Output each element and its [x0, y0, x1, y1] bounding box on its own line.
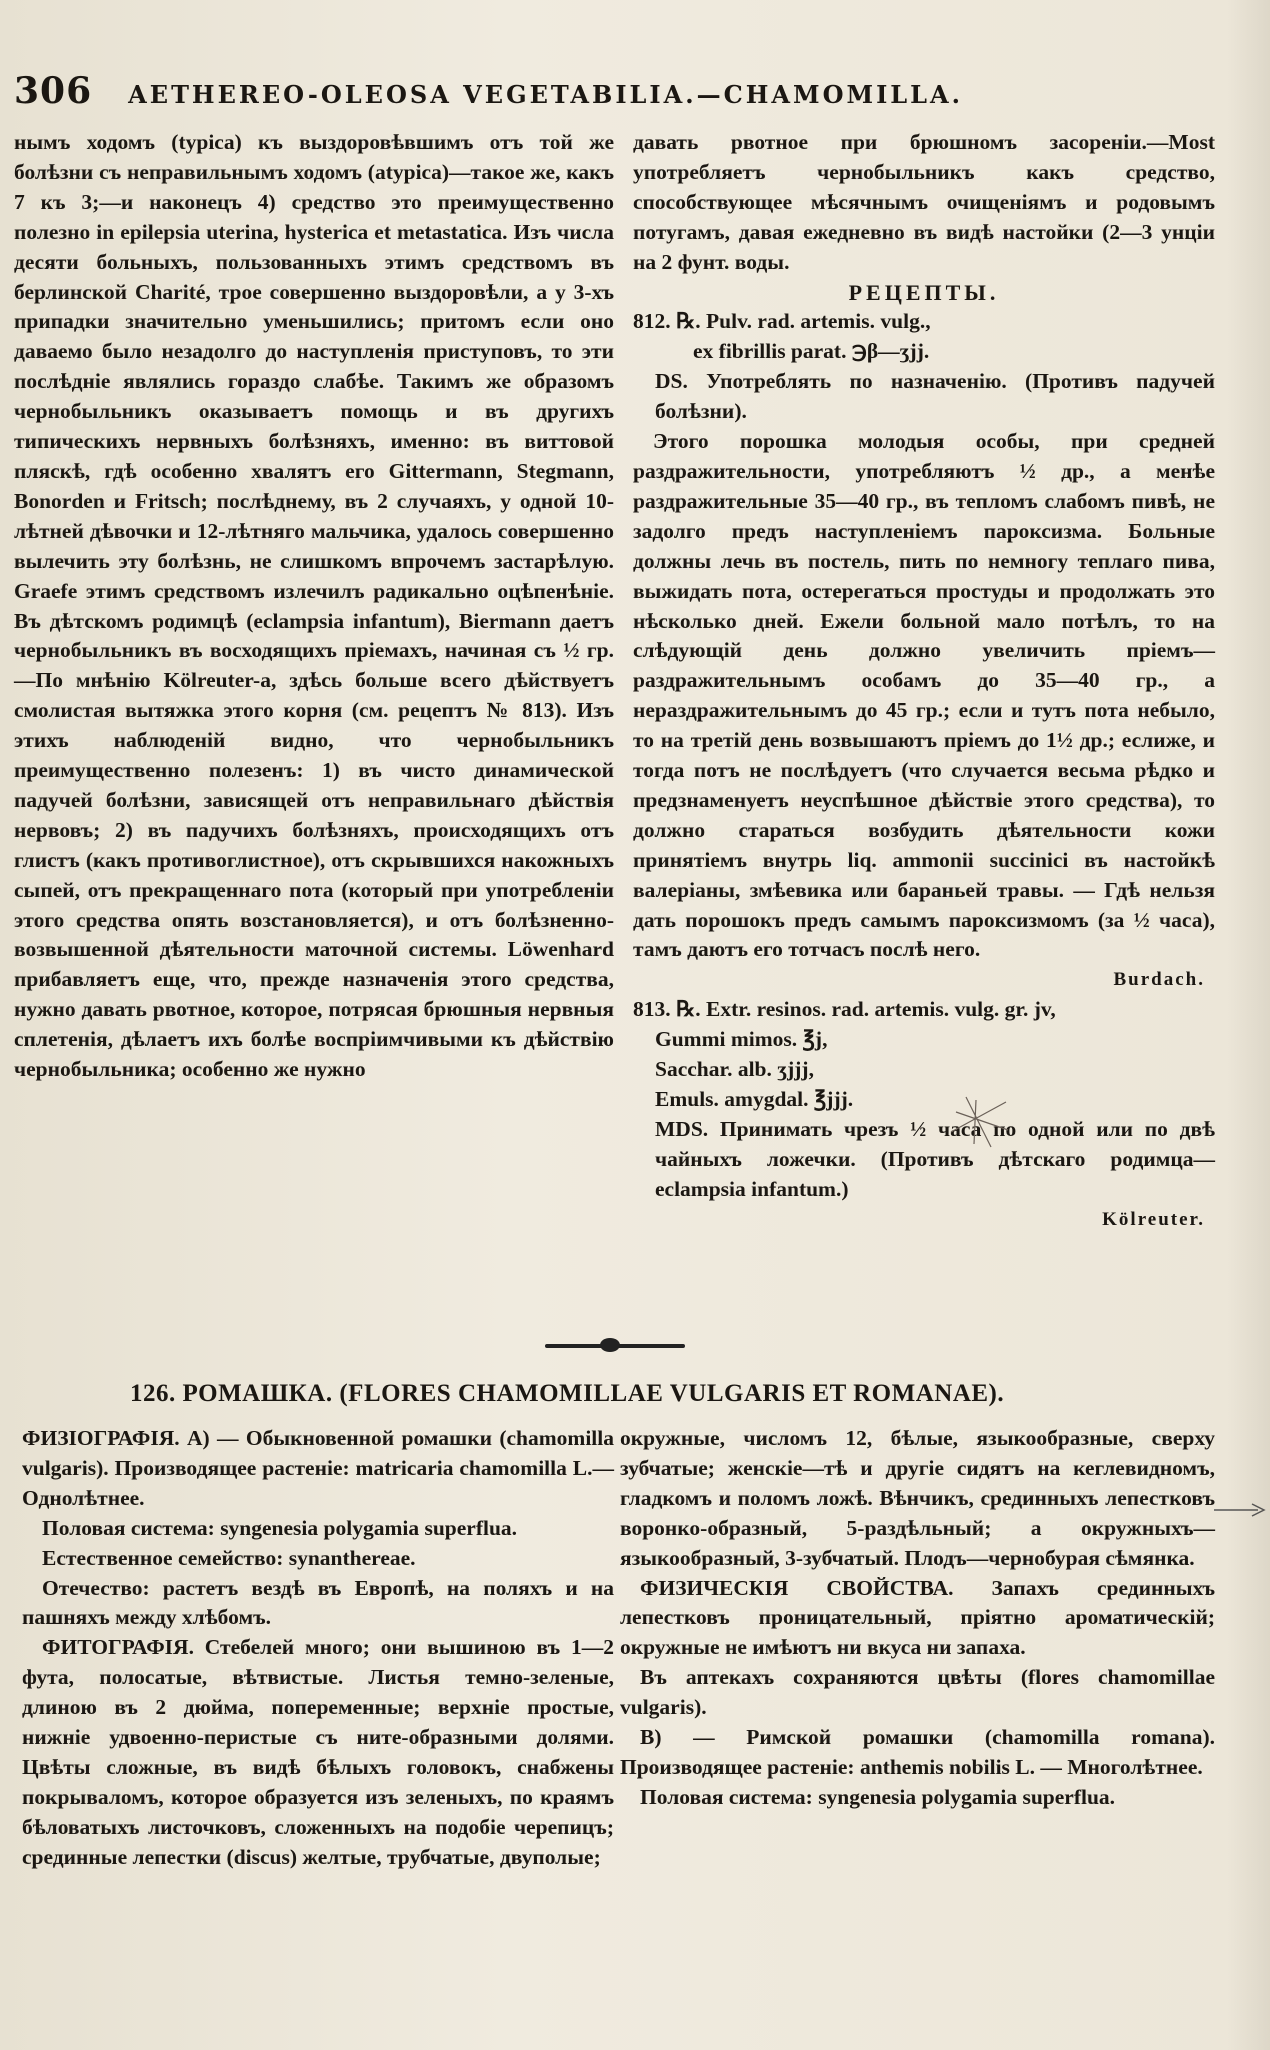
column-left-bottom [22, 1424, 614, 1873]
paragraph-family: Естественное семейство: synanthereae. [42, 1545, 416, 1570]
recipe-812-author: Burdach. [1113, 969, 1205, 991]
running-title: AETHEREO-OLEOSA VEGETABILIA.—CHAMOMILLA. [128, 80, 964, 109]
recipe-813-line-1: 813. ℞. Extr. resinos. rad. artemis. vulg. gr. jv, [633, 997, 1056, 1022]
paragraph-intro: давать рвотное при брюшномъ засореніи.—Most употребляетъ чернобыльникъ какъ средство, способствующее мѣсячнымъ очищеніямъ и родовымъ потугамъ, давая ежедневно въ видѣ настойки (2—3 унціи на 2 фунт. воды. [633, 130, 1215, 274]
recipe-813-mds: MDS. Принимать чрезъ ½ часа по одной или по двѣ чайныхъ ложечки. (Противъ дѣтскаго родимца—eclampsia infantum.) [655, 1116, 1215, 1201]
paragraph-phytography: ФИТОГРАФІЯ. Стебелей много; они вышиною въ 1—2 фута, полосатые, вѣтвистые. Листья темно-зеленые, длиною въ 2 дюйма, попеременные; верхніе простые, нижніе удвоенно-перистые съ ните-образными долями. Цвѣты сложные, въ видѣ бѣлыхъ головокъ, снабжены покрываломъ, которое образуется изъ зеленыхъ, по краямъ бѣловатыхъ листочковъ, сложенныхъ на подобіе черепицъ; срединные лепестки (discus) желтые, трубчатые, двуполые; [22, 1635, 614, 1869]
paragraph: нымъ ходомъ (typica) къ выздоровѣвшимъ отъ той же болѣзни съ неправильнымъ ходомъ (atypica)—такое же, какъ 7 къ 3;—и наконецъ 4) средство это преимущественно полезно in epilepsia uterina, hysterica et metastatica. Изъ числа десяти больныхъ, пользованныхъ этимъ средствомъ въ берлинской Charité, трое совершенно выздоровѣли, а у 3-хъ припадки значительно уменьшились; притомъ если оно даваемо было незадолго до наступленія приступовъ, то эти послѣдніе являлись гораздо слабѣе. Такимъ же образомъ чернобыльникъ оказываетъ помощь и въ другихъ типическихъ нервныхъ болѣзняхъ, именно: въ виттовой пляскѣ, гдѣ особенно хвалятъ его Gittermann, Stegmann, Bonorden и Fritsch; послѣднему, въ 2 случаяхъ, у одной 10-лѣтней дѣвочки и 12-лѣтняго мальчика, удалось совершенно вылечить эту болѣзнь, не слишкомъ впрочемъ застарѣлую. Graefe этимъ средствомъ излечилъ радикально оцѣпенѣніе. Въ дѣтскомъ родимцѣ (eclampsia infantum), Biermann даетъ чернобыльникъ въ восходящихъ пріемахъ, начиная съ ½ гр.—По мнѣнію Kölreuter-а, здѣсь больше всего дѣйствуетъ смолистая вытяжка этого корня (см. рецептъ № 813). Изъ этихъ наблюденій видно, что чернобыльникъ преимущественно полезенъ: 1) въ чисто динамической падучей болѣзни, зависящей отъ неправильнаго дѣйствія нервовъ; 2) въ падучихъ болѣзняхъ, происходящихъ отъ глистъ (какъ противоглистное), отъ скрывшихся накожныхъ сыпей, отъ прекращеннаго пота (который при употребленіи этого средства опять возстановляется), и отъ болѣзненно-возвышенной дѣятельности маточной системы. Löwenhard прибавляетъ еще, что, прежде назначенія этого средства, нужно давать рвотное, которое, потрясая брюшныя нервныя сплетенія, дѣлаетъ ихъ болѣе воспріимчивыми къ дѣйствію чернобыльника; особенно же нужно [14, 130, 614, 1082]
recipe-813-line-4: Emuls. amygdal. ℥jjj. [655, 1087, 854, 1111]
paragraph-sexual-system: Половая система: syngenesia polygamia superflua. [42, 1515, 518, 1540]
page-header [14, 70, 1034, 112]
paragraph-continuation: окружные, числомъ 12, бѣлые, языкообразные, сверху зубчатые; женскіе—тѣ и другіе сидятъ на кеглевидномъ, гладкомъ и поломъ ложѣ. Вѣнчикъ, срединныхъ лепестковъ воронко-образный, 5-раздѣльный; а окружныхъ—языкообразный, 3-зубчатый. Плодъ—чернобурая сѣмянка. [620, 1426, 1215, 1570]
paragraph-physical-properties: ФИЗИЧЕСКІЯ СВОЙСТВА. Запахъ срединныхъ лепестковъ проницательный, пріятно ароматическій; окружные не имѣютъ ни вкуса ни запаха. [620, 1575, 1215, 1660]
recipe-813-line-2: Gummi mimos. ℥j, [655, 1027, 828, 1052]
recipe-813-line-3: Sacchar. alb. ʒjjj, [655, 1057, 814, 1082]
recipe-812-text: Этого порошка молодыя особы, при средней раздражительности, употребляютъ ½ др., а менѣе раздражительные 35—40 гр., въ тепломъ слабомъ пивѣ, не задолго предъ наступленіемъ пароксизма. Больные должны лечь въ постель, пить по немногу теплаго пива, выжидать пота, остерегаться простуды и продолжать это нѣсколько дней. Ежели больной мало потѣлъ, то на слѣдующій день должно увеличить пріемъ—раздражительнымъ особамъ до 35—40 гр., а нераздражительнымъ до 45 гр.; если и тутъ пота небыло, то на третій день возвышаютъ пріемъ до 1½ др.; еслиже, и тогда потъ не послѣдуетъ (что случается весьма рѣдко и предзнаменуетъ неуспѣшное дѣйствіе этого средства), то должно стараться возбудить дѣятельности кожи принятіемъ внутрь liq. ammonii succinici въ настойкѣ валеріаны, змѣевика или бараньей травы. — Гдѣ нельзя дать порошокъ предъ самымъ пароксизмомъ (за ½ часа), тамъ даютъ его тотчасъ послѣ него. [633, 429, 1215, 962]
page-edge-shadow [1226, 0, 1270, 2050]
column-right-top [633, 128, 1215, 1235]
recipes-heading: РЕЦЕПТЫ. [848, 279, 1000, 305]
pencil-mark-icon [946, 1092, 1016, 1152]
paragraph-roman-chamomile: В) — Римской ромашки (chamomilla romana). Производящее растеніе: anthemis nobilis L. — Многолѣтнее. [620, 1725, 1215, 1779]
section-divider-ornament [600, 1338, 620, 1352]
recipe-812-line-1: 812. ℞. Pulv. rad. artemis. vulg., [633, 309, 931, 334]
section-title: 126. РОМАШКА. (FLORES CHAMOMILLAE VULGARIS ET ROMANAE). [130, 1380, 1005, 1407]
paragraph-physiography: ФИЗІОГРАФІЯ. А) — Обыкновенной ромашки (chamomilla vulgaris). Производящее растеніе: matricaria chamomilla L.—Однолѣтнее. [22, 1426, 614, 1510]
column-left-top [14, 128, 614, 1085]
page-number: 306 [14, 70, 93, 112]
recipe-812-line-2: ex fibrillis parat. ℈β—ʒjj. [693, 339, 930, 364]
paragraph-roman-sexual-system: Половая система: syngenesia polygamia superflua. [640, 1784, 1116, 1809]
recipe-813-author: Kölreuter. [1102, 1208, 1205, 1230]
recipe-812-ds: DS. Употреблять по назначенію. (Противъ падучей болѣзни). [655, 369, 1215, 424]
paragraph-homeland: Отечество: растетъ вездѣ въ Европѣ, на поляхъ и на пашняхъ между хлѣбомъ. [22, 1575, 614, 1630]
paragraph-pharmacy: Въ аптекахъ сохраняются цвѣты (flores chamomillae vulgaris). [620, 1665, 1215, 1720]
column-right-bottom [620, 1424, 1215, 1813]
